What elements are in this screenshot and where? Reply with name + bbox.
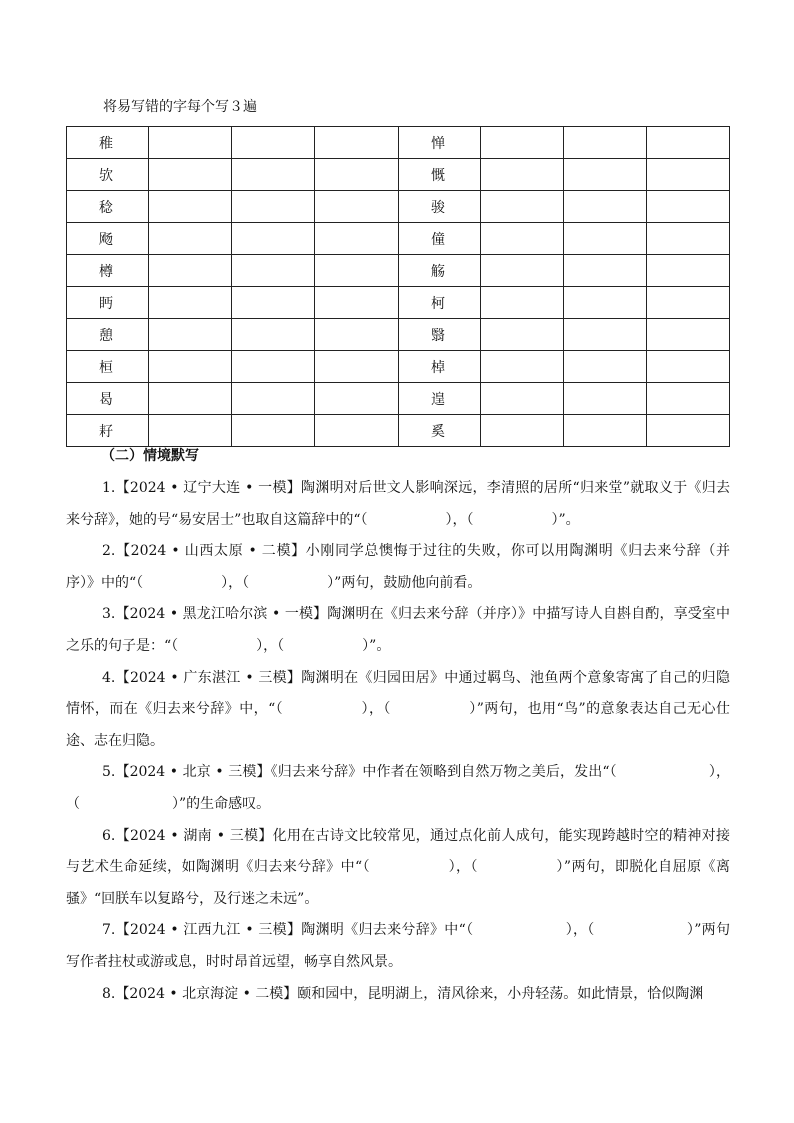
table-row — [67, 319, 730, 351]
writing-cell[interactable] — [315, 191, 399, 223]
writing-cell[interactable] — [564, 159, 647, 191]
question-item: 4.【2024 • 广东湛江 • 三模】陶渊明在《归园田居》中通过羁鸟、池鱼两个意象寄寓了自己的归隐情怀，而在《归去来兮辞》中，“（ ），（ ）”两句，也用“鸟”的意象表达自己无心仕途、志在归隐。 — [66, 669, 730, 749]
writing-cell[interactable] — [647, 159, 730, 191]
writing-cell[interactable] — [564, 255, 647, 287]
practice-character: 曷 — [67, 383, 149, 415]
practice-character: 柯 — [399, 287, 481, 319]
table-row — [67, 255, 730, 287]
practice-character: 稚 — [67, 127, 149, 159]
writing-cell[interactable] — [564, 383, 647, 415]
writing-cell[interactable] — [232, 287, 315, 319]
writing-cell[interactable] — [481, 191, 564, 223]
writing-cell[interactable] — [232, 127, 315, 159]
writing-cell[interactable] — [315, 255, 399, 287]
practice-character: 桓 — [67, 351, 149, 383]
question-list — [66, 473, 730, 1010]
writing-cell[interactable] — [481, 127, 564, 159]
writing-cell[interactable] — [481, 383, 564, 415]
writing-cell[interactable] — [232, 319, 315, 351]
practice-character: 欤 — [67, 159, 149, 191]
practice-character: 憩 — [67, 319, 149, 351]
writing-cell[interactable] — [647, 415, 730, 447]
writing-cell[interactable] — [647, 351, 730, 383]
writing-cell[interactable] — [149, 287, 232, 319]
writing-cell[interactable] — [232, 255, 315, 287]
writing-cell[interactable] — [232, 159, 315, 191]
practice-character: 奚 — [399, 415, 481, 447]
question-item: 8.【2024 • 北京海淀 • 二模】颐和园中，昆明湖上，清风徐来，小舟轻荡。如此情景，恰似陶渊 — [102, 985, 704, 1002]
practice-character: 僮 — [399, 223, 481, 255]
writing-cell[interactable] — [647, 319, 730, 351]
practice-character: 觞 — [399, 255, 481, 287]
writing-cell[interactable] — [647, 383, 730, 415]
writing-cell[interactable] — [232, 383, 315, 415]
table-row — [67, 415, 730, 447]
writing-cell[interactable] — [149, 415, 232, 447]
writing-cell[interactable] — [149, 255, 232, 287]
writing-cell[interactable] — [232, 415, 315, 447]
question-item: 3.【2024 • 黑龙江哈尔滨 • 一模】陶渊明在《归去来兮辞（并序）》中描写诗人自斟自酌，享受室中之乐的句子是：“（ ），（ ）”。 — [66, 606, 730, 654]
writing-cell[interactable] — [647, 287, 730, 319]
question-item: 5.【2024 • 北京 • 三模】《归去来兮辞》中作者在领略到自然万物之美后，发出“（ ），（ ）”的生命感叹。 — [66, 764, 730, 812]
writing-cell[interactable] — [481, 223, 564, 255]
writing-cell[interactable] — [647, 255, 730, 287]
writing-cell[interactable] — [481, 415, 564, 447]
writing-cell[interactable] — [315, 415, 399, 447]
writing-cell[interactable] — [315, 287, 399, 319]
writing-cell[interactable] — [481, 287, 564, 319]
practice-character: 樽 — [67, 255, 149, 287]
practice-character: 耔 — [67, 415, 149, 447]
writing-cell[interactable] — [481, 319, 564, 351]
writing-cell[interactable] — [315, 159, 399, 191]
writing-cell[interactable] — [149, 223, 232, 255]
writing-cell[interactable] — [564, 319, 647, 351]
practice-character: 骏 — [399, 191, 481, 223]
practice-character: 飏 — [67, 223, 149, 255]
writing-cell[interactable] — [149, 159, 232, 191]
table-row — [67, 223, 730, 255]
writing-cell[interactable] — [564, 223, 647, 255]
table-row — [67, 351, 730, 383]
practice-character: 遑 — [399, 383, 481, 415]
practice-character: 眄 — [67, 287, 149, 319]
writing-cell[interactable] — [315, 223, 399, 255]
section-title: （二）情境默写 — [101, 448, 199, 464]
table-row — [67, 127, 730, 159]
question-item: 6.【2024 • 湖南 • 三模】化用在古诗文比较常见，通过点化前人成句，能实现跨越时空的精神对接与艺术生命延续，如陶渊明《归去来兮辞》中“（ ），（ ）”两句，即脱化自屈原《离骚》“回朕车以复路兮，及行迷之未远”。 — [66, 827, 730, 907]
practice-character: 惮 — [399, 127, 481, 159]
writing-cell[interactable] — [149, 319, 232, 351]
table-row — [67, 287, 730, 319]
practice-character: 稔 — [67, 191, 149, 223]
question-item: 7.【2024 • 江西九江 • 三模】陶渊明《归去来兮辞》中“（ ），（ ）”两句写作者拄杖或游或息，时时昂首远望，畅享自然风景。 — [66, 922, 730, 970]
writing-cell[interactable] — [149, 127, 232, 159]
practice-character: 慨 — [399, 159, 481, 191]
writing-cell[interactable] — [564, 127, 647, 159]
character-practice-table — [66, 126, 730, 447]
writing-cell[interactable] — [647, 191, 730, 223]
table-row — [67, 383, 730, 415]
writing-cell[interactable] — [315, 319, 399, 351]
writing-cell[interactable] — [232, 223, 315, 255]
writing-cell[interactable] — [149, 351, 232, 383]
writing-cell[interactable] — [647, 223, 730, 255]
writing-cell[interactable] — [149, 383, 232, 415]
writing-cell[interactable] — [315, 383, 399, 415]
writing-cell[interactable] — [564, 287, 647, 319]
writing-cell[interactable] — [647, 127, 730, 159]
practice-character: 翳 — [399, 319, 481, 351]
writing-cell[interactable] — [481, 351, 564, 383]
table-row — [67, 191, 730, 223]
writing-cell[interactable] — [564, 351, 647, 383]
question-item: 2.【2024 • 山西太原 • 二模】小刚同学总懊悔于过往的失败，你可以用陶渊明《归去来兮辞（并序）》中的“（ ），（ ）”两句，鼓励他向前看。 — [66, 543, 730, 591]
writing-cell[interactable] — [232, 351, 315, 383]
question-item: 1.【2024 • 辽宁大连 • 一模】陶渊明对后世文人影响深远，李清照的居所“归来堂”就取义于《归去来兮辞》，她的号“易安居士”也取自这篇辞中的“（ ），（ ）”。 — [66, 480, 730, 528]
writing-cell[interactable] — [315, 351, 399, 383]
writing-cell[interactable] — [481, 159, 564, 191]
writing-cell[interactable] — [481, 255, 564, 287]
writing-cell[interactable] — [315, 127, 399, 159]
practice-instruction: 将易写错的字每个写３遍 — [103, 99, 257, 115]
practice-character: 棹 — [399, 351, 481, 383]
table-row — [67, 159, 730, 191]
writing-cell[interactable] — [564, 191, 647, 223]
writing-cell[interactable] — [232, 191, 315, 223]
writing-cell[interactable] — [149, 191, 232, 223]
writing-cell[interactable] — [564, 415, 647, 447]
